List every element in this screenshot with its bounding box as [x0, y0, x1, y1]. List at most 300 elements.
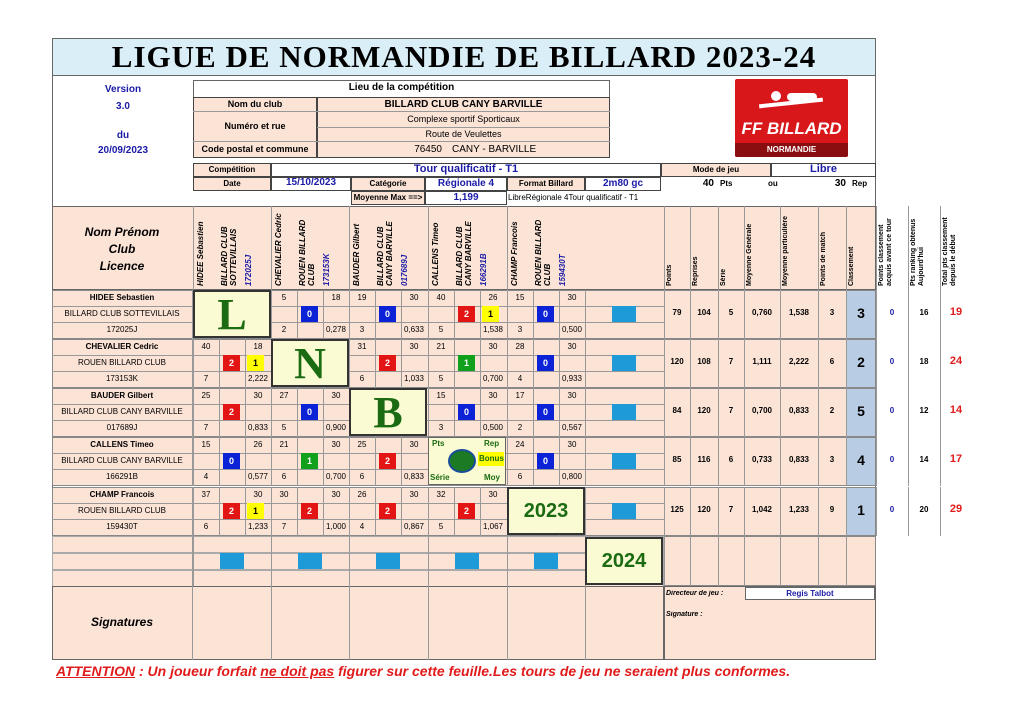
row-total-value: 108 — [697, 357, 711, 366]
match-serie: 7 — [281, 522, 287, 531]
row-total-value: 6 — [829, 357, 835, 366]
col-divider — [818, 536, 819, 586]
match-moyenne: 0,867 — [403, 522, 425, 531]
match-moyenne: 0,700 — [482, 374, 504, 383]
col-player-name: HIDEE Sebastien — [196, 221, 205, 286]
version-label: Version — [104, 84, 142, 95]
match-moyenne: 0,500 — [561, 325, 583, 334]
match-points-badge: 2 — [223, 355, 240, 371]
row-total-value: 0 — [889, 505, 895, 514]
row-total-value: 3 — [857, 305, 865, 321]
row-total-value: 0,833 — [788, 455, 810, 464]
match-points-badge: 0 — [537, 355, 554, 371]
row-total-value: 104 — [697, 308, 711, 317]
header-licence: Licence — [99, 259, 145, 273]
row-total-value: 120 — [697, 406, 711, 415]
match-points-badge: 2 — [223, 503, 240, 519]
sub-divider — [454, 339, 455, 388]
sub-divider — [375, 290, 376, 339]
row-total-value: 0 — [889, 308, 895, 317]
match-reprises: 30 — [409, 440, 419, 449]
col-player-lic: 017689J — [400, 254, 409, 286]
col-player-club: BILLARD CLUB CANY BARVILLE — [455, 221, 473, 286]
match-points: 24 — [515, 440, 525, 449]
match-moyenne: 2,222 — [247, 374, 269, 383]
match-reprises: 30 — [567, 293, 577, 302]
cyan-placeholder — [455, 553, 479, 569]
match-moyenne: 1,033 — [403, 374, 425, 383]
format-label: Format Billard — [518, 179, 574, 188]
year-2024: 2024 — [585, 537, 663, 585]
match-points: 37 — [201, 490, 211, 499]
header-col: Points de match — [820, 231, 827, 286]
club-label: Nom du club — [227, 99, 283, 109]
match-points: 21 — [279, 440, 289, 449]
cyan-placeholder — [612, 453, 636, 469]
row-divider — [52, 453, 664, 454]
row-player-licence: 017689J — [106, 423, 138, 432]
match-points-badge: 0 — [537, 453, 554, 469]
competition-info: LibreRégionale 4Tour qualificatif - T1 — [508, 193, 639, 202]
sub-divider — [297, 487, 298, 536]
row-player-licence: 159430T — [106, 522, 138, 531]
sub-divider — [533, 437, 534, 486]
match-points: 28 — [515, 342, 525, 351]
match-points-badge: 2 — [223, 404, 240, 420]
match-reprises: 26 — [488, 293, 498, 302]
sub-divider — [454, 388, 455, 437]
attention-warning — [56, 663, 956, 679]
sub-divider — [375, 437, 376, 486]
directeur-label: Directeur de jeu : — [666, 590, 724, 597]
cat-value: Régionale 4 — [437, 178, 495, 189]
row-total-value: 6 — [728, 455, 734, 464]
row-total-value: 0,760 — [751, 308, 773, 317]
cyan-placeholder — [534, 553, 558, 569]
header-col: Total pts classement depuis le début — [942, 217, 957, 286]
match-serie: 2 — [517, 423, 523, 432]
billiard-player-icon — [757, 89, 827, 111]
row-player-club: BILLARD CLUB SOTTEVILLAIS — [64, 309, 180, 318]
match-moyenne: 0,933 — [561, 374, 583, 383]
version-date: 20/09/2023 — [97, 145, 149, 156]
row-player-club: ROUEN BILLARD CLUB — [77, 506, 167, 515]
version-number: 3.0 — [116, 101, 130, 112]
col-divider — [192, 536, 193, 586]
header-col: Reprises — [692, 256, 699, 286]
match-reprises: 30 — [253, 391, 263, 400]
match-moyenne: 0,800 — [561, 472, 583, 481]
match-reprises: 26 — [253, 440, 263, 449]
match-reprises: 30 — [488, 342, 498, 351]
match-serie: 7 — [203, 423, 209, 432]
row-player-licence: 166291B — [105, 472, 139, 481]
match-serie: 4 — [359, 522, 365, 531]
match-serie: 3 — [517, 325, 523, 334]
col-player-name: BAUDER Gilbert — [352, 223, 361, 286]
lieu-header: Lieu de la compétition — [348, 82, 455, 93]
row-total-value: 2 — [829, 406, 835, 415]
mode-label: Mode de jeu — [692, 165, 740, 174]
match-reprises: 30 — [567, 342, 577, 351]
rue2-value: Route de Veulettes — [425, 129, 502, 139]
cyan-placeholder — [298, 553, 322, 569]
row-player-licence: 172025J — [106, 325, 138, 334]
row-total-value: 1,538 — [788, 308, 810, 317]
row-player-club: BILLARD CLUB CANY BARVILLE — [61, 456, 183, 465]
header-col: Moyenne Générale — [746, 223, 753, 286]
col-divider — [585, 339, 586, 388]
match-reprises: 30 — [567, 391, 577, 400]
match-serie: 6 — [359, 374, 365, 383]
match-points-badge: 2 — [301, 503, 318, 519]
signature-label: Signature : — [666, 611, 703, 618]
header-club: Club — [108, 242, 136, 256]
match-points: 25 — [357, 440, 367, 449]
row-divider — [52, 469, 664, 470]
match-points: 15 — [201, 440, 211, 449]
match-points-badge: 0 — [301, 306, 318, 322]
col-player-lic: 172025J — [244, 254, 253, 286]
attention-emph: ne doit pas — [260, 663, 335, 679]
match-reprises: 18 — [253, 342, 263, 351]
legend-circle — [448, 449, 476, 473]
cyan-placeholder — [612, 503, 636, 519]
cyan-placeholder — [612, 404, 636, 420]
header-col: Moyenne particulière — [782, 215, 789, 286]
sub-divider — [533, 290, 534, 339]
col-divider — [690, 536, 691, 586]
match-moyenne: 0,500 — [482, 423, 504, 432]
col-divider — [744, 536, 745, 586]
row-total-value: 1 — [857, 502, 865, 518]
match-bonus-badge: 1 — [247, 355, 264, 371]
match-moyenne: 0,833 — [247, 423, 269, 432]
match-serie: 5 — [438, 374, 444, 383]
match-moyenne: 0,900 — [325, 423, 347, 432]
match-bonus-badge: 1 — [247, 503, 264, 519]
letter-N: N — [271, 339, 349, 387]
col-divider — [780, 536, 781, 586]
col-divider — [507, 536, 508, 586]
row-player-name: HIDEE Sebastien — [89, 293, 155, 302]
moy-max-label: Moyenne Max ==> — [353, 193, 423, 202]
row-total-value: 12 — [919, 406, 929, 415]
match-reprises: 30 — [331, 440, 341, 449]
row-total-value: 9 — [829, 505, 835, 514]
match-serie: 3 — [438, 423, 444, 432]
match-serie: 6 — [517, 472, 523, 481]
match-reprises: 30 — [331, 490, 341, 499]
col-player-club: BILLARD CLUB CANY BARVILLE — [376, 221, 394, 286]
cat-label: Catégorie — [369, 179, 407, 188]
row-total-value: 20 — [919, 505, 929, 514]
sub-divider — [297, 437, 298, 486]
match-serie: 6 — [359, 472, 365, 481]
row-total-value: 4 — [857, 452, 865, 468]
row-total-value: 120 — [670, 357, 684, 366]
row-total-value: 3 — [829, 455, 835, 464]
match-points: 5 — [281, 293, 287, 302]
match-reprises: 30 — [409, 490, 419, 499]
rep-unit: Rep — [852, 179, 868, 188]
sub-divider — [297, 388, 298, 437]
date-value: 15/10/2023 — [285, 177, 337, 188]
col-player-name: CALLENS Timeo — [431, 222, 440, 286]
col-player-lic: 173153K — [322, 253, 331, 286]
match-reprises: 30 — [488, 490, 498, 499]
row-total-value: 79 — [672, 308, 682, 317]
header-col: Série — [720, 268, 727, 286]
match-reprises: 30 — [488, 391, 498, 400]
match-points: 19 — [357, 293, 367, 302]
match-points: 25 — [201, 391, 211, 400]
row-player-name: CHEVALIER Cedric — [85, 342, 159, 351]
row-divider — [52, 306, 664, 307]
match-moyenne: 1,538 — [482, 325, 504, 334]
col-player-lic: 166291B — [479, 253, 488, 286]
format-value: 2m80 gc — [602, 178, 644, 189]
match-points-badge: 1 — [458, 355, 475, 371]
col-divider — [585, 437, 586, 486]
row-total-value: 2,222 — [788, 357, 810, 366]
match-moyenne: 0,700 — [325, 472, 347, 481]
row-total-value: 0,733 — [751, 455, 773, 464]
col-divider — [585, 290, 586, 339]
col-divider — [428, 536, 429, 586]
col-divider — [585, 487, 586, 536]
col-divider — [193, 536, 194, 586]
row-total-value: 29 — [949, 503, 963, 515]
logo-subtext: NORMANDIE — [766, 145, 817, 154]
match-points-badge: 1 — [301, 453, 318, 469]
match-points-badge: 2 — [458, 503, 475, 519]
row-total-value: 85 — [672, 455, 682, 464]
match-points: 32 — [436, 490, 446, 499]
col-divider — [846, 536, 847, 586]
row-total-value: 18 — [919, 357, 929, 366]
ou-label: ou — [768, 179, 778, 188]
match-moyenne: 0,577 — [247, 472, 269, 481]
row-total-value: 0,700 — [751, 406, 773, 415]
match-moyenne: 1,000 — [325, 522, 347, 531]
match-serie: 7 — [203, 374, 209, 383]
match-serie: 6 — [203, 522, 209, 531]
sub-divider — [219, 388, 220, 437]
header-nom: Nom Prénom — [84, 225, 160, 239]
logo-text: FF BILLARD — [741, 119, 842, 138]
sub-divider — [533, 388, 534, 437]
row-total-value: 5 — [728, 308, 734, 317]
row-total-value: 0,833 — [788, 406, 810, 415]
date-label: Date — [223, 179, 241, 188]
row-total-value: 7 — [728, 505, 734, 514]
cp-value: 76450 — [414, 144, 442, 155]
row-total-value: 0 — [889, 357, 895, 366]
match-serie: 4 — [203, 472, 209, 481]
match-points: 21 — [436, 342, 446, 351]
row-total-value: 2 — [857, 354, 865, 370]
sub-divider — [219, 487, 220, 536]
rue1-value: Complexe sportif Sporticaux — [407, 114, 520, 124]
match-moyenne: 1,067 — [482, 522, 504, 531]
empty-row — [52, 536, 664, 553]
club-value: BILLARD CLUB CANY BARVILLE — [384, 99, 543, 110]
version-du: du — [116, 130, 130, 141]
row-total-value: 14 — [949, 404, 963, 416]
pts-value: 40 — [702, 178, 714, 189]
row-player-licence: 173153K — [105, 374, 139, 383]
letter-L: L — [193, 290, 271, 338]
match-points: 40 — [436, 293, 446, 302]
row-total-value: 16 — [919, 308, 929, 317]
col-player-club: ROUEN BILLARD CLUB — [298, 219, 316, 286]
letter-B: B — [349, 388, 427, 436]
match-moyenne: 0,278 — [325, 325, 347, 334]
match-serie: 5 — [438, 522, 444, 531]
ff-billard-logo — [735, 79, 848, 157]
sub-divider — [454, 290, 455, 339]
match-points-badge: 0 — [301, 404, 318, 420]
row-total-value: 125 — [670, 505, 684, 514]
row-divider — [52, 371, 664, 372]
match-moyenne: 0,633 — [403, 325, 425, 334]
row-player-club: BILLARD CLUB CANY BARVILLE — [61, 407, 183, 416]
legend-rep: Rep — [484, 439, 500, 448]
sub-divider — [219, 437, 220, 486]
match-moyenne: 0,567 — [561, 423, 583, 432]
match-points: 30 — [279, 490, 289, 499]
col-divider — [718, 536, 719, 586]
cyan-placeholder — [376, 553, 400, 569]
col-divider — [664, 536, 665, 586]
row-player-name: BAUDER Gilbert — [90, 391, 154, 400]
col-player-name: CHEVALIER Cedric — [274, 213, 283, 286]
pts-unit: Pts — [720, 179, 733, 188]
row-total-value: 7 — [728, 406, 734, 415]
match-serie: 4 — [517, 374, 523, 383]
page-title: LIGUE DE NORMANDIE DE BILLARD 2023-24 — [111, 39, 817, 74]
row-total-value: 0 — [889, 455, 895, 464]
match-points-badge: 0 — [537, 306, 554, 322]
match-points: 15 — [515, 293, 525, 302]
directeur-name: Regis Talbot — [786, 589, 834, 598]
col-divider — [585, 388, 586, 437]
col-player-club: BILLARD CLUB SOTTEVILLAIS — [220, 226, 238, 286]
match-reprises: 30 — [567, 440, 577, 449]
empty-total — [664, 536, 876, 586]
match-points-badge: 0 — [223, 453, 240, 469]
row-total-value: 14 — [919, 455, 929, 464]
header-col: Classement — [848, 246, 855, 286]
sub-divider — [219, 339, 220, 388]
sub-divider — [375, 487, 376, 536]
legend-serie: Série — [430, 473, 450, 482]
row-total-value: 116 — [697, 455, 711, 464]
cyan-placeholder — [612, 306, 636, 322]
match-points-badge: 0 — [458, 404, 475, 420]
row-total-value: 1,233 — [788, 505, 810, 514]
col-player-lic: 159430T — [558, 254, 567, 286]
commune-value: CANY - BARVILLE — [452, 144, 537, 155]
header-col: Points classement acquis avant ce tour — [878, 218, 893, 286]
match-serie: 6 — [281, 472, 287, 481]
match-reprises: 30 — [409, 342, 419, 351]
match-points-badge: 2 — [458, 306, 475, 322]
header-col: Points — [666, 264, 673, 286]
match-points: 26 — [357, 490, 367, 499]
signatures-label: Signatures — [90, 615, 153, 629]
row-total-value: 19 — [949, 306, 963, 318]
attention-part1: : Un joueur forfait — [135, 663, 261, 679]
row-total-value: 17 — [949, 453, 963, 465]
match-points-badge: 2 — [379, 355, 396, 371]
legend-bonus: Bonus — [479, 454, 504, 463]
row-divider — [52, 322, 664, 323]
year-2023: 2023 — [507, 487, 585, 535]
sub-divider — [454, 487, 455, 536]
match-bonus-badge: 1 — [482, 306, 499, 322]
match-points: 40 — [201, 342, 211, 351]
competition-value: Tour qualificatif - T1 — [413, 163, 519, 175]
col-divider — [349, 536, 350, 586]
col-player-name: CHAMP Francois — [510, 221, 519, 286]
row-player-name: CALLENS Timeo — [90, 440, 154, 449]
rue-label: Numéro et rue — [224, 121, 286, 131]
competition-label: Compétition — [208, 165, 256, 174]
attention-title: ATTENTION — [56, 663, 136, 679]
row-total-value: 1,111 — [752, 357, 772, 366]
row-total-value: 5 — [857, 403, 865, 419]
match-points: 17 — [515, 391, 525, 400]
row-total-value: 7 — [728, 357, 734, 366]
match-points-badge: 0 — [537, 404, 554, 420]
header-col: Pts ranking obtenus Aujourd'hui — [910, 218, 925, 286]
match-points-badge: 2 — [379, 453, 396, 469]
cyan-placeholder — [220, 553, 244, 569]
sub-divider — [297, 290, 298, 339]
sub-divider — [375, 339, 376, 388]
attention-part2: figurer sur cette feuille.Les tours de jeu ne seraient plus conformes. — [334, 663, 791, 679]
row-total-value: 120 — [697, 505, 711, 514]
match-reprises: 30 — [331, 391, 341, 400]
match-reprises: 30 — [253, 490, 263, 499]
cp-label: Code postal et commune — [201, 144, 309, 154]
col-divider — [271, 536, 272, 586]
match-serie: 2 — [281, 325, 287, 334]
match-serie: 5 — [281, 423, 287, 432]
match-points: 15 — [436, 391, 446, 400]
mode-value: Libre — [810, 163, 837, 175]
row-total-value: 24 — [949, 355, 963, 367]
col-player-club: ROUEN BILLARD CLUB — [534, 219, 552, 286]
empty-row — [52, 570, 664, 587]
match-moyenne: 0,833 — [403, 472, 425, 481]
row-total-value: 3 — [829, 308, 835, 317]
row-player-club: ROUEN BILLARD CLUB — [77, 358, 167, 367]
empty-row — [52, 553, 664, 570]
match-serie: 3 — [359, 325, 365, 334]
moy-max-value: 1,199 — [453, 192, 479, 203]
row-total-value: 0 — [889, 406, 895, 415]
rep-value: 30 — [834, 178, 846, 189]
cyan-placeholder — [612, 355, 636, 371]
match-moyenne: 1,233 — [247, 522, 269, 531]
match-reprises: 18 — [331, 293, 341, 302]
match-points: 27 — [279, 391, 289, 400]
sub-divider — [533, 339, 534, 388]
match-serie: 5 — [438, 325, 444, 334]
